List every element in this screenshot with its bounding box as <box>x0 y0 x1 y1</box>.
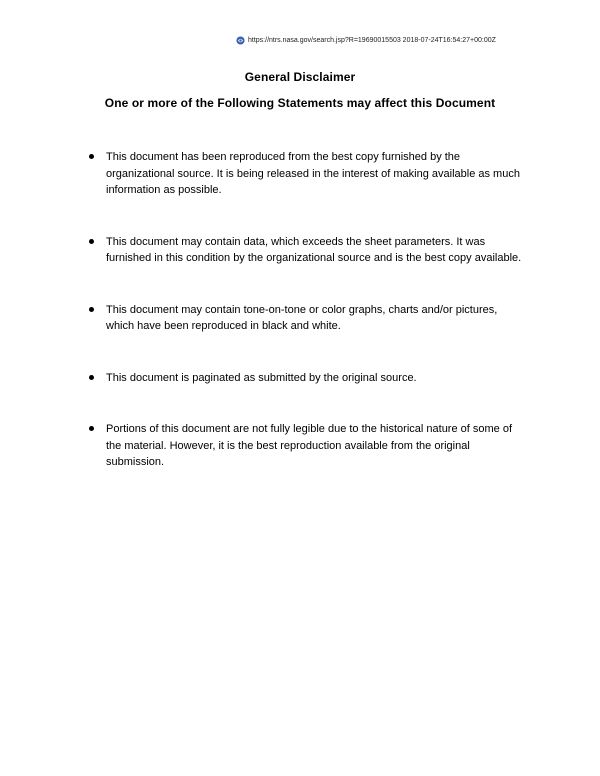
ntrs-logo-icon <box>236 36 245 45</box>
statement-text: This document may contain tone-on-tone or color graphs, charts and/or pictures, which have been reproduced in black and white. <box>106 303 498 332</box>
page-title: General Disclaimer <box>244 70 356 84</box>
bullet-icon <box>89 307 94 312</box>
source-url-text[interactable]: https://ntrs.nasa.gov/search.jsp?R=19690015503 2018-07-24T16:54:27+00:00Z <box>248 37 496 44</box>
statement-item <box>88 421 528 471</box>
bullet-icon <box>89 426 94 431</box>
bullet-icon <box>89 239 94 244</box>
statement-text: This document has been reproduced from the best copy furnished by the organizational source. It is being released in the interest of making available as much information as possible. <box>106 151 520 196</box>
statement-item <box>88 234 528 267</box>
page-subtitle: One or more of the Following Statements may affect this Document <box>104 96 496 110</box>
statement-text: This document is paginated as submitted by the original source. <box>106 371 417 384</box>
statement-item <box>88 370 528 387</box>
source-url-header[interactable] <box>236 36 496 45</box>
statement-list <box>88 149 528 506</box>
statement-text: Portions of this document are not fully legible due to the historical nature of some of the material. However, it is the best reproduction available from the original submission. <box>106 423 513 468</box>
bullet-icon <box>89 154 94 159</box>
statement-item <box>88 302 528 335</box>
bullet-icon <box>89 375 94 380</box>
statement-text: This document may contain data, which exceeds the sheet parameters. It was furnished in this condition by the organizational source and is the best copy available. <box>106 235 522 264</box>
statement-item <box>88 149 528 199</box>
